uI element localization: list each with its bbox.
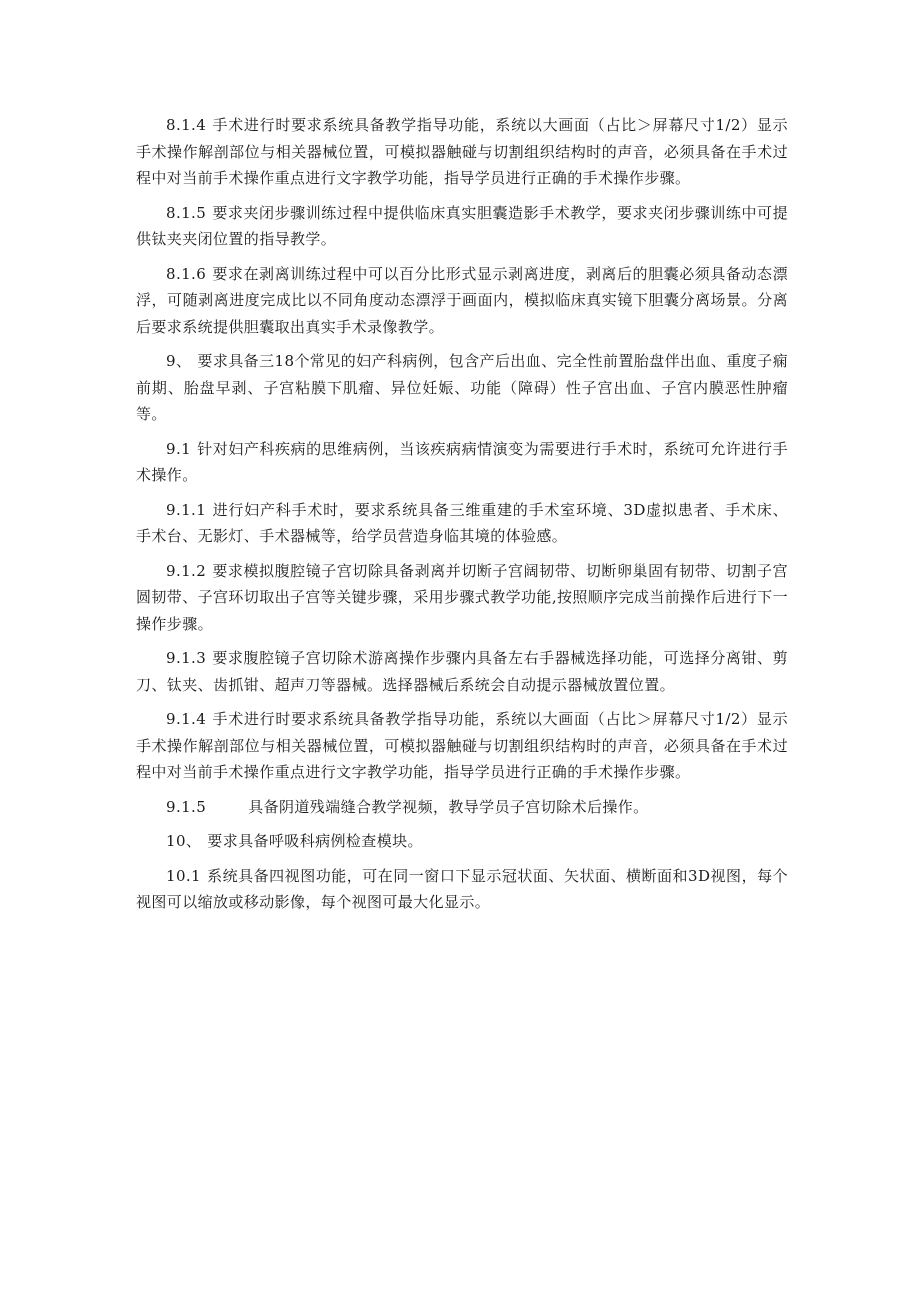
clause-text: 要求在剥离训练过程中可以百分比形式显示剥离进度，剥离后的胆囊必须具备动态漂浮，可随剥离进度完成比以不同角度动态漂浮于画面内，模拟临床真实镜下胆囊分离场景。分离后要求系统提供胆囊取出真实手术录像教学。 <box>136 264 788 336</box>
clause-text: 具备阴道残端缝合教学视频，教导学员子宫切除术后操作。 <box>248 797 649 816</box>
clause-number: 9.1.4 <box>166 710 207 728</box>
paragraph-9-1-2 <box>136 558 788 638</box>
clause-number: 9、 <box>166 352 192 370</box>
clause-text: 要求具备三18个常见的妇产科病例，包含产后出血、完全性前置胎盘伴出血、重度子痫前期、胎盘早剥、子宫粘膜下肌瘤、异位妊娠、功能（障碍）性子宫出血、子宫内膜恶性肿瘤等。 <box>136 352 789 423</box>
clause-text: 要求腹腔镜子宫切除术游离操作步骤内具备左右手器械选择功能，可选择分离钳、剪刀、钛夹、齿抓钳、超声刀等器械。选择器械后系统会自动提示器械放置位置。 <box>136 649 788 694</box>
paragraph-9-1-4 <box>136 706 788 786</box>
paragraph-9-1-5 <box>136 794 788 821</box>
clause-number: 8.1.5 <box>166 203 207 222</box>
paragraph-9-1-1 <box>136 497 788 550</box>
clause-number: 9.1.3 <box>166 649 207 667</box>
clause-text: 系统具备四视图功能，可在同一窗口下显示冠状面、矢状面、横断面和3D视图，每个视图可以缩放或移动影像，每个视图可最大化显示。 <box>136 866 788 911</box>
paragraph-10 <box>136 828 788 855</box>
paragraph-8-1-6 <box>136 261 788 341</box>
clause-text: 进行妇产科手术时，要求系统具备三维重建的手术室环境、3D虚拟患者、手术床、手术台、无影灯、手术器械等，给学员营造身临其境的体验感。 <box>136 500 788 545</box>
paragraph-9-1 <box>136 436 788 489</box>
clause-number: 10、 <box>166 832 202 850</box>
paragraph-8-1-5 <box>136 200 788 253</box>
clause-text: 手术进行时要求系统具备教学指导功能，系统以大画面（占比＞屏幕尺寸1/2）显示手术操作解剖部位与相关器械位置，可模拟器触碰与切割组织结构时的声音，必须具备在手术过程中对当前手术操作重点进行文字教学功能，指导学员进行正确的手术操作步骤。 <box>136 116 788 187</box>
clause-text: 针对妇产科疾病的思维病例，当该疾病病情演变为需要进行手术时，系统可允许进行手术操作。 <box>136 439 788 484</box>
clause-text: 要求模拟腹腔镜子宫切除具备剥离并切断子宫阔韧带、切断卵巢固有韧带、切割子宫圆韧带、子宫环切取出子宫等关键步骤，采用步骤式教学功能,按照顺序完成当前操作后进行下一操作步骤。 <box>136 561 788 633</box>
clause-number: 9.1 <box>166 439 192 458</box>
document-body <box>136 112 788 924</box>
clause-text: 手术进行时要求系统具备教学指导功能，系统以大画面（占比＞屏幕尺寸1/2）显示手术操作解剖部位与相关器械位置，可模拟器触碰与切割组织结构时的声音，必须具备在手术过程中对当前手术操作重点进行文字教学功能，指导学员进行正确的手术操作步骤。 <box>136 710 788 781</box>
clause-text: 要求夹闭步骤训练过程中提供临床真实胆囊造影手术教学，要求夹闭步骤训练中可提供钛夹夹闭位置的指导教学。 <box>136 203 788 248</box>
clause-number: 10.1 <box>166 866 201 885</box>
clause-number: 9.1.2 <box>166 561 207 580</box>
paragraph-8-1-4 <box>136 112 788 192</box>
clause-number: 9.1.1 <box>166 500 207 519</box>
clause-number: 8.1.4 <box>166 116 207 134</box>
clause-text: 要求具备呼吸科病例检查模块。 <box>207 832 423 850</box>
paragraph-9-1-3 <box>136 645 788 698</box>
paragraph-9 <box>136 348 788 428</box>
paragraph-10-1 <box>136 863 788 916</box>
clause-number: 9.1.5 <box>166 797 207 816</box>
clause-number: 8.1.6 <box>166 264 207 283</box>
